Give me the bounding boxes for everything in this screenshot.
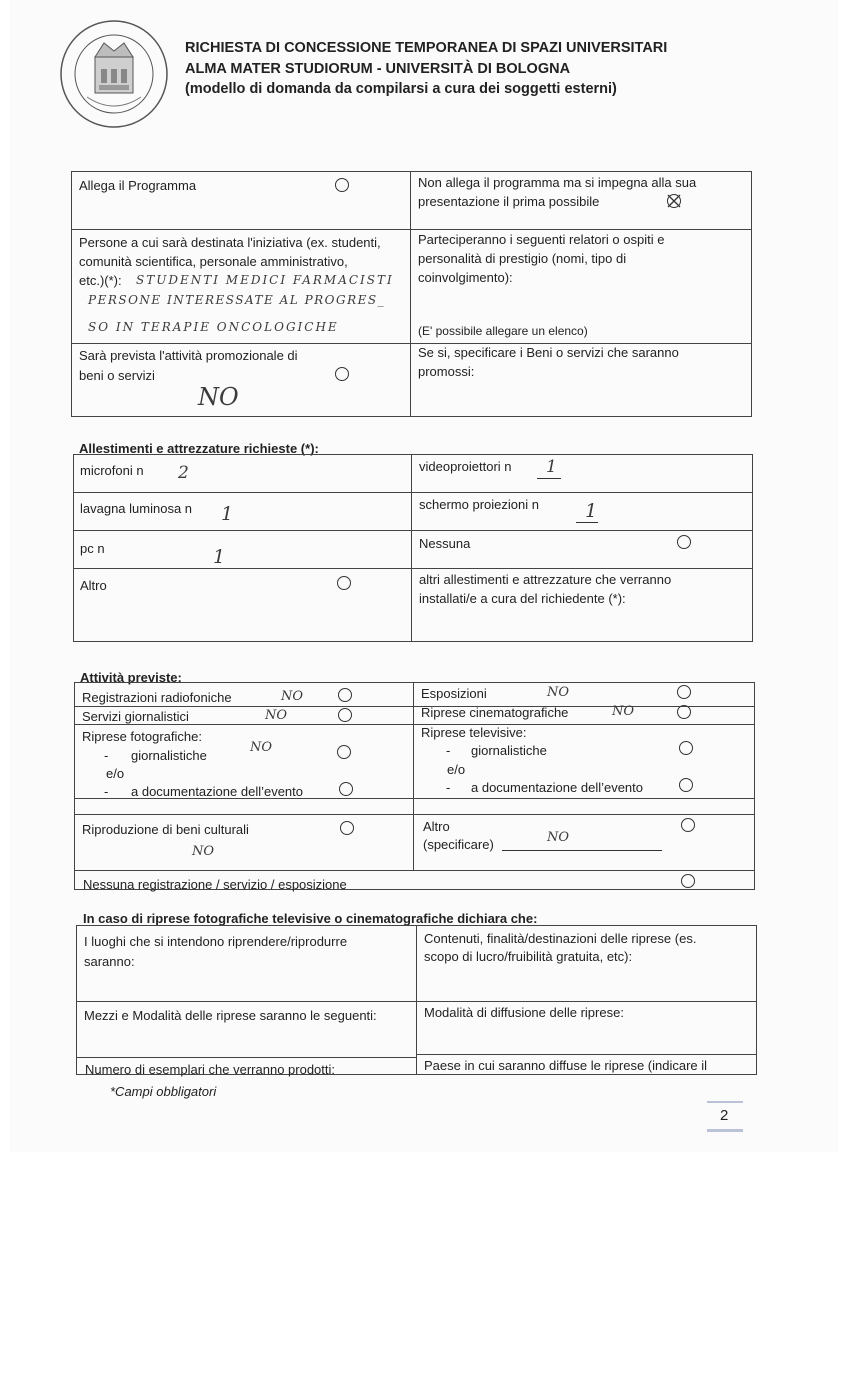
- tv-eo-label: e/o: [447, 762, 466, 777]
- videoproiettori-value: 1: [546, 457, 557, 477]
- foto-documentazione-label: a documentazione dell’evento: [131, 784, 304, 799]
- lavagna-value: 1: [221, 503, 234, 525]
- diffusione-label: Modalità di diffusione delle riprese:: [424, 1005, 624, 1020]
- nessuna-registrazione-radio[interactable]: [681, 874, 695, 888]
- tv-documentazione-label: a documentazione dell’evento: [471, 780, 644, 795]
- foto-dash-2: -: [104, 784, 109, 799]
- cinematografiche-label: Riprese cinematografiche: [421, 705, 569, 720]
- cinematografiche-handwritten: NO: [612, 704, 635, 719]
- nessuna-radio[interactable]: [677, 535, 691, 549]
- altro-attivita-label: Altro: [423, 819, 450, 834]
- esposizioni-radio[interactable]: [677, 685, 691, 699]
- radiofoniche-handwritten: NO: [281, 689, 304, 704]
- campi-obbligatori-note: *Campi obbligatori: [110, 1084, 217, 1099]
- destinatari-label-3: etc.)(*):: [79, 273, 122, 288]
- altro-handwritten: NO: [547, 830, 570, 845]
- radiofoniche-label: Registrazioni radiofoniche: [82, 690, 232, 705]
- tv-dash: -: [446, 743, 451, 758]
- esposizioni-label: Esposizioni: [421, 686, 487, 701]
- relatori-label: Parteciperanno i seguenti relatori o ospiti e: [418, 232, 665, 247]
- altri-allestimenti-label-2: installati/e a cura del richiedente (*):: [419, 591, 626, 606]
- relatori-note: (E' possibile allegare un elenco): [418, 324, 588, 338]
- foto-eo-label: e/o: [106, 766, 125, 781]
- nessuna-label: Nessuna: [419, 536, 471, 551]
- non-allega-label: Non allega il programma ma si impegna alla sua: [418, 175, 697, 190]
- altro-label: Altro: [80, 578, 107, 593]
- foto-giornalistiche-radio[interactable]: [337, 745, 351, 759]
- cinematografiche-radio[interactable]: [677, 705, 691, 719]
- header-title-line3: (modello di domanda da compilarsi a cura dei soggetti esterni): [185, 81, 617, 97]
- tv-giornalistiche-label: giornalistiche: [471, 743, 547, 758]
- riprese-title: In caso di riprese fotografiche televisive o cinematografiche dichiara che:: [83, 911, 538, 926]
- relatori-label-3: coinvolgimento):: [418, 270, 513, 285]
- giornalistici-radio[interactable]: [338, 708, 352, 722]
- foto-documentazione-radio[interactable]: [339, 782, 353, 796]
- promozionale-label: Sarà prevista l'attività promozionale di: [79, 348, 298, 363]
- luoghi-label: I luoghi che si intendono riprendere/riprodurre: [84, 934, 348, 949]
- university-seal: [59, 19, 169, 129]
- altro-radio[interactable]: [337, 576, 351, 590]
- tv-giornalistiche-radio[interactable]: [679, 741, 693, 755]
- beni-culturali-handwritten: NO: [192, 844, 215, 859]
- giornalistici-label: Servizi giornalistici: [82, 709, 189, 724]
- foto-giornalistiche-label: giornalistiche: [131, 748, 207, 763]
- relatori-label-2: personalità di prestigio (nomi, tipo di: [418, 251, 627, 266]
- lavagna-label: lavagna luminosa n: [80, 501, 193, 516]
- tv-documentazione-radio[interactable]: [679, 778, 693, 792]
- beni-culturali-radio[interactable]: [340, 821, 354, 835]
- radiofoniche-radio[interactable]: [338, 688, 352, 702]
- altri-allestimenti-label: altri allestimenti e attrezzature che verranno: [419, 572, 672, 587]
- header-title-line1: RICHIESTA DI CONCESSIONE TEMPORANEA DI SPAZI UNIVERSITARI: [185, 40, 668, 56]
- destinatari-label-2: comunità scientifica, personale amministrativo,: [79, 254, 348, 269]
- mezzi-label: Mezzi e Modalità delle riprese saranno le seguenti:: [84, 1008, 377, 1023]
- esposizioni-handwritten: NO: [547, 685, 570, 700]
- specificare-line: [502, 850, 662, 851]
- allestimenti-table: [73, 454, 753, 642]
- videoproiettori-label: videoproiettori n: [419, 459, 512, 474]
- microfoni-value: 2: [178, 463, 189, 483]
- beni-promossi-label: Se si, specificare i Beni o servizi che saranno: [418, 345, 679, 360]
- destinatari-handwritten-3: SO IN TERAPIE ONCOLOGICHE: [88, 320, 339, 334]
- fotografiche-label: Riprese fotografiche:: [82, 729, 202, 744]
- esemplari-label: Numero di esemplari che verranno prodotti:: [85, 1062, 336, 1077]
- foto-dash: -: [104, 748, 109, 763]
- promozionale-handwritten: NO: [198, 383, 239, 411]
- televisive-label: Riprese televisive:: [421, 725, 527, 740]
- contenuti-label-2: scopo di lucro/fruibilità gratuita, etc):: [424, 949, 633, 964]
- altro-attivita-radio[interactable]: [681, 818, 695, 832]
- non-allega-radio-checked[interactable]: [667, 194, 681, 208]
- destinatari-handwritten-2: PERSONE INTERESSATE AL PROGRES_: [88, 293, 386, 307]
- schermo-label: schermo proiezioni n: [419, 497, 539, 512]
- page-number: 2: [720, 1107, 729, 1124]
- allega-programma-label: Allega il Programma: [79, 178, 197, 193]
- giornalistici-handwritten: NO: [265, 708, 288, 723]
- promozionale-label-2: beni o servizi: [79, 368, 155, 383]
- beni-culturali-label: Riproduzione di beni culturali: [82, 822, 249, 837]
- non-allega-label-2: presentazione il prima possibile: [418, 194, 600, 209]
- promozionale-radio[interactable]: [335, 367, 349, 381]
- pc-label: pc n: [80, 541, 105, 556]
- destinatari-handwritten-1: STUDENTI MEDICI FARMACISTI: [136, 273, 394, 287]
- schermo-value: 1: [585, 500, 598, 522]
- paese-label: Paese in cui saranno diffuse le riprese (indicare il: [424, 1058, 708, 1073]
- pc-value: 1: [213, 546, 226, 568]
- allega-programma-radio[interactable]: [335, 178, 349, 192]
- foto-handwritten: NO: [250, 740, 273, 755]
- beni-promossi-label-2: promossi:: [418, 364, 475, 379]
- destinatari-label: Persone a cui sarà destinata l'iniziativa (ex. studenti,: [79, 235, 381, 250]
- header-title-line2: ALMA MATER STUDIORUM - UNIVERSITÀ DI BOLOGNA: [185, 61, 571, 77]
- attivita-title: Attività previste:: [80, 670, 182, 685]
- luoghi-label-2: saranno:: [84, 954, 135, 969]
- specificare-label: (specificare): [423, 837, 494, 852]
- nessuna-registrazione-label: Nessuna registrazione / servizio / esposizione: [83, 877, 347, 892]
- microfoni-label: microfoni n: [80, 463, 144, 478]
- tv-dash-2: -: [446, 780, 451, 795]
- allestimenti-title: Allestimenti e attrezzature richieste (*):: [79, 441, 319, 456]
- contenuti-label: Contenuti, finalità/destinazioni delle riprese (es.: [424, 931, 697, 946]
